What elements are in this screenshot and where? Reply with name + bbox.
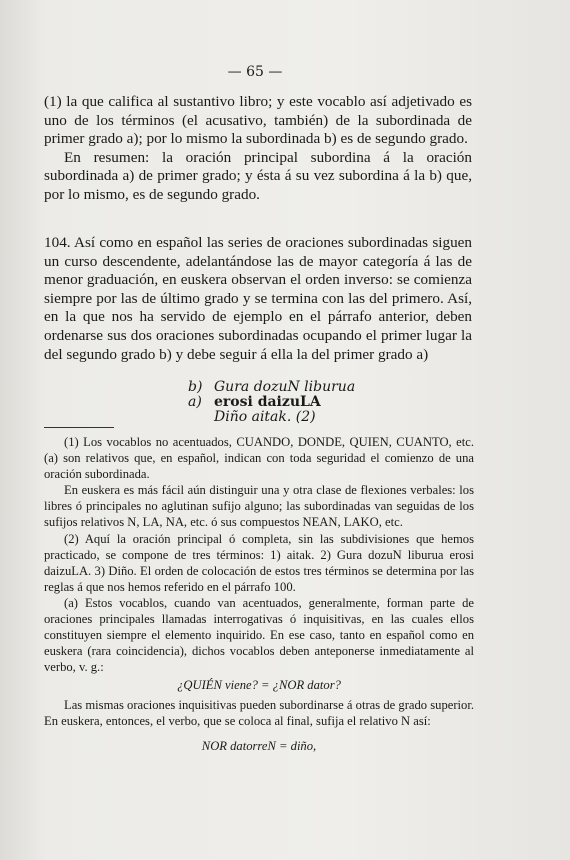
example-line-main: Diño aitak. (2) bbox=[214, 409, 316, 425]
example-line-b: b) Gura dozuN liburua bbox=[188, 379, 356, 395]
footnotes bbox=[44, 434, 474, 675]
formula-nor: NOR datorreN = diño, bbox=[201, 739, 317, 753]
footnote-1: (1) Los vocablos no acentuados, CUANDO, DONDE, QUIEN, CUANTO, etc. (a) son relativos que, en español, indican con toda seguridad el comienzo de una oración subordinada. bbox=[44, 435, 474, 482]
footnote-divider bbox=[44, 427, 114, 428]
section-104 bbox=[44, 234, 472, 364]
page-number: — 65 — bbox=[227, 64, 283, 80]
footnote-1-cont: En euskera es más fácil aún distinguir una y otra clase de flexiones verbales: los libres ó principales no aglutinan sufijo alguno; las subordinadas van seguidas de los sufijos relativos N, LA, NA, etc. ó sus compuestos NEAN, LAKO, etc. bbox=[44, 483, 474, 530]
paragraph-104: 104. Así como en español las series de oraciones subordinadas siguen un curso descendente, adelantándose las de mayor categoría á las de menor graduación, en euskera observan el orden inverso: se comienza siempre por las de último grado y se termina con las del primero. Así, en la que nos ha servido de ejemplo en el párrafo anterior, deben ordenarse sus dos oraciones subordinadas ocupando el primer lugar la del segundo grado b) y debe seguir á ella la del primer grado a) bbox=[44, 234, 472, 363]
footnote-last: Las mismas oraciones inquisitivas pueden subordinarse á otras de grado superior. En euskera, entonces, el verbo, que se coloca al final, sufija el relativo N así: bbox=[44, 698, 474, 729]
formula-quien: ¿QUIÉN viene? = ¿NOR dator? bbox=[177, 678, 341, 692]
footnote-2: (2) Aquí la oración principal ó completa, sin las subdivisiones que hemos practicado, se compone de tres términos: 1) aitak. 2) Gura dozuN liburua erosi daizuLA. 3) Diño. El orden de colocación de estos tres términos se determina por las reglas á que nos hemos referido en el párrafo 100. bbox=[44, 531, 474, 594]
paragraph-continuation: (1) la que califica al sustantivo libro; y este vocablo así adjetivado es uno de los términos (el acusativo, también) de la subordinada de primer grado a); por lo mismo la subordinada b) es de segundo grado. bbox=[44, 93, 472, 148]
footnote-a: (a) Estos vocablos, cuando van acentuados, generalmente, forman parte de oraciones principales llamadas interrogativas ó inquisitivas, en las cuales ellos constituyen siempre el elemento inquirido. En ese caso, tanto en español como en euskera (rara coincidencia), dichos vocablos deben anteponerse inmediatamente al verbo, v. g.: bbox=[44, 595, 474, 675]
example-line-a: a) erosi daizuLA bbox=[188, 394, 321, 410]
paragraph-summary: En resumen: la oración principal subordina á la oración subordinada a) de primer grado; y ésta á su vez subordina á la b) que, por lo mismo, es de segundo grado. bbox=[44, 148, 472, 203]
main-text bbox=[44, 93, 472, 205]
